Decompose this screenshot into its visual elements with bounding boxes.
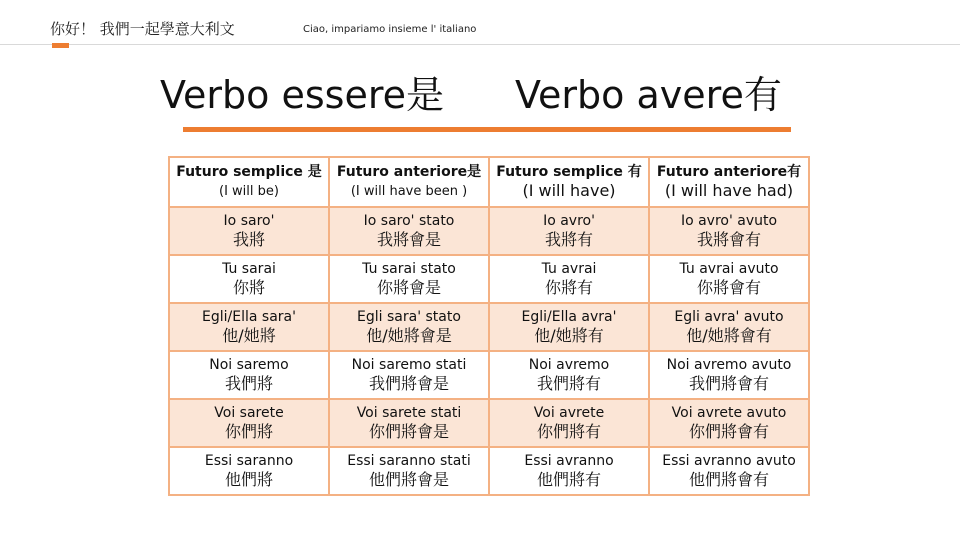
- table-cell: [169, 255, 329, 303]
- chinese-form: 他/她將: [222, 325, 276, 345]
- table-cell: [649, 303, 809, 351]
- header-sub-label: (I will have been ): [350, 183, 468, 199]
- table-cell: [329, 399, 489, 447]
- chinese-form: 他們將會有: [688, 469, 769, 489]
- table-header-row: [169, 157, 809, 207]
- chinese-form: 你們將: [224, 421, 273, 441]
- chinese-form: 你們將有: [536, 421, 601, 441]
- chinese-form: 他/她將會是: [366, 325, 452, 345]
- chinese-form: 你們將會是: [368, 421, 449, 441]
- table-cell: [329, 255, 489, 303]
- table-cell: [489, 303, 649, 351]
- chinese-form: 我將有: [544, 229, 593, 249]
- chinese-form: 你將會是: [376, 277, 441, 297]
- header-main-label: Futuro semplice 有: [496, 163, 642, 180]
- italian-form: Io saro': [223, 212, 275, 229]
- table-cell: [649, 207, 809, 255]
- italian-form: Egli avra' avuto: [674, 308, 784, 325]
- chinese-form: 他們將會是: [368, 469, 449, 489]
- italian-form: Essi saranno stati: [347, 452, 471, 469]
- header-cell-futuro-anteriore-avere: [649, 157, 809, 207]
- italian-form: Tu sarai: [222, 260, 276, 277]
- italian-form: Noi saremo: [209, 356, 289, 373]
- table-row: [169, 255, 809, 303]
- header-cell-futuro-anteriore-essere: [329, 157, 489, 207]
- table-cell: [329, 351, 489, 399]
- chinese-form: 他/她將有: [534, 325, 604, 345]
- chinese-form: 你將: [232, 277, 265, 297]
- chinese-form: 我們將有: [536, 373, 601, 393]
- header-italian: Ciao, impariamo insieme l' italiano: [303, 24, 477, 35]
- header-sub-label: (I will be): [219, 183, 279, 199]
- italian-form: Essi saranno: [204, 452, 294, 469]
- italian-form: Egli/Ella sara': [202, 308, 296, 325]
- chinese-form: 你們將會有: [688, 421, 769, 441]
- table-row: [169, 447, 809, 495]
- italian-form: Tu avrai: [541, 260, 597, 277]
- table-cell: [169, 447, 329, 495]
- italian-form: Egli sara' stato: [357, 308, 461, 325]
- chinese-form: 他們將有: [536, 469, 601, 489]
- chinese-form: 你將會有: [696, 277, 761, 297]
- table-cell: [329, 207, 489, 255]
- header-cell-futuro-semplice-avere: [489, 157, 649, 207]
- italian-form: Io avro' avuto: [680, 212, 778, 229]
- italian-form: Voi avrete: [533, 404, 605, 421]
- chinese-form: 我們將會有: [688, 373, 769, 393]
- chinese-form: 我將會是: [376, 229, 441, 249]
- chinese-form: 我們將: [224, 373, 273, 393]
- table-cell: [489, 399, 649, 447]
- italian-form: Voi sarete: [214, 404, 284, 421]
- title-verbo-avere: Verbo avere有: [515, 73, 782, 117]
- chinese-form: 我們將會是: [368, 373, 449, 393]
- header-cell-futuro-semplice-essere: [169, 157, 329, 207]
- table-cell: [169, 303, 329, 351]
- chinese-form: 我將: [232, 229, 265, 249]
- header-main-label: Futuro anteriore是: [336, 164, 482, 181]
- table-row: [169, 207, 809, 255]
- table-cell: [649, 447, 809, 495]
- table-cell: [489, 447, 649, 495]
- table-cell: [649, 351, 809, 399]
- title-underline: [183, 127, 791, 132]
- table-cell: [329, 303, 489, 351]
- table-cell: [489, 255, 649, 303]
- table-cell: [169, 399, 329, 447]
- italian-form: Essi avranno avuto: [662, 452, 796, 469]
- italian-form: Io saro' stato: [363, 212, 455, 229]
- italian-form: Noi avremo: [528, 356, 610, 373]
- table-cell: [649, 399, 809, 447]
- table-row: [169, 303, 809, 351]
- italian-form: Voi avrete avuto: [671, 404, 787, 421]
- chinese-form: 他/她將會有: [686, 325, 772, 345]
- header-rule: [0, 44, 960, 45]
- header-main-label: Futuro semplice 是: [176, 164, 322, 181]
- chinese-form: 你將有: [544, 277, 593, 297]
- table-cell: [649, 255, 809, 303]
- header-accent-bar: [52, 43, 69, 48]
- table-row: [169, 351, 809, 399]
- table-cell: [169, 207, 329, 255]
- italian-form: Voi sarete stati: [356, 404, 462, 421]
- chinese-form: 我將會有: [696, 229, 761, 249]
- header-chinese: 你好！ 我們一起學意大利文: [50, 20, 235, 38]
- header-sub-label: (I will have had): [664, 180, 794, 200]
- table-cell: [169, 351, 329, 399]
- header-main-label: Futuro anteriore有: [656, 163, 802, 180]
- title-verbo-essere: Verbo essere是: [160, 73, 445, 117]
- chinese-form: 他們將: [224, 469, 273, 489]
- conjugation-table: [168, 156, 810, 496]
- header-sub-label: (I will have): [522, 180, 616, 200]
- italian-form: Noi saremo stati: [351, 356, 467, 373]
- table-cell: [489, 351, 649, 399]
- italian-form: Noi avremo avuto: [666, 356, 792, 373]
- italian-form: Tu sarai stato: [362, 260, 456, 277]
- table-cell: [489, 207, 649, 255]
- italian-form: Io avro': [543, 212, 595, 229]
- table-cell: [329, 447, 489, 495]
- table-row: [169, 399, 809, 447]
- italian-form: Essi avranno: [524, 452, 614, 469]
- italian-form: Tu avrai avuto: [679, 260, 779, 277]
- italian-form: Egli/Ella avra': [521, 308, 617, 325]
